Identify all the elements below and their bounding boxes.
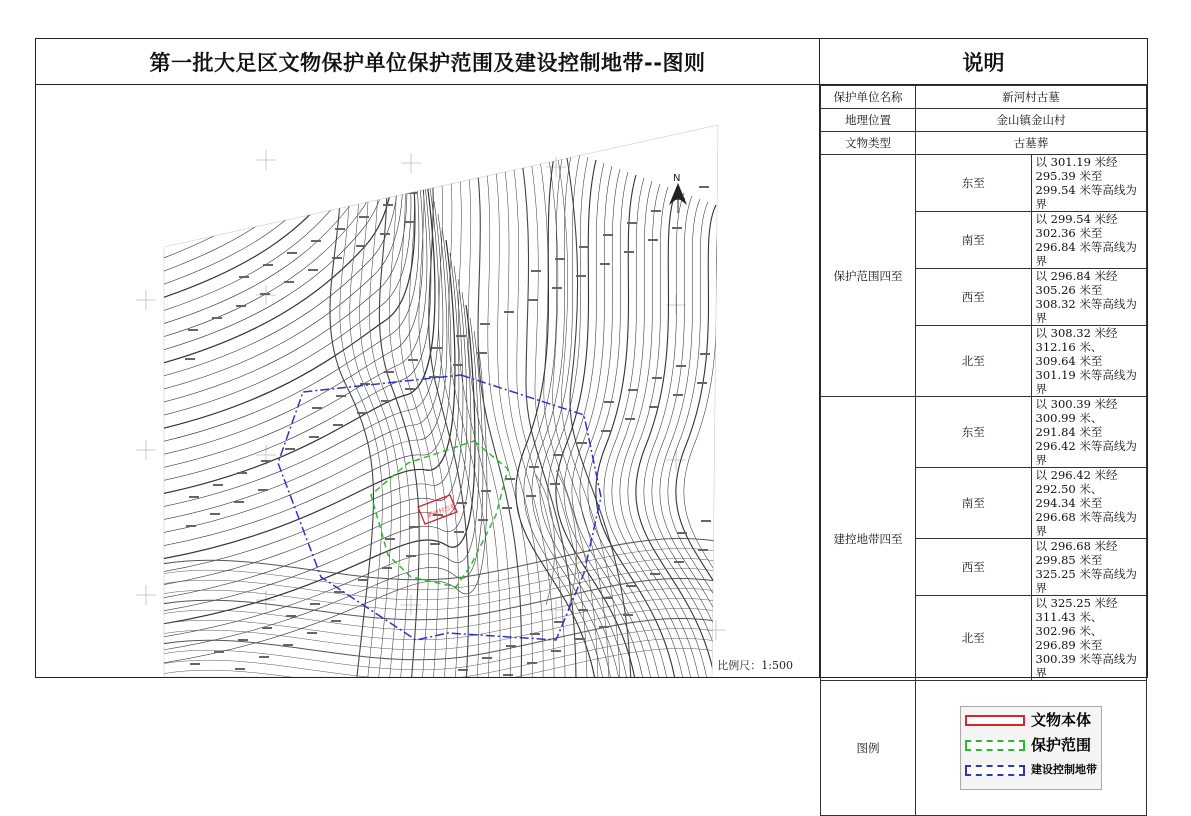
protection-south-text: 以 299.54 米经 302.36 米至 296.84 米等高线为界 (1031, 212, 1147, 269)
scale-label: 比例尺：1:500 (717, 659, 793, 672)
legend-item-control: 建设控制地带 (965, 763, 1097, 777)
row-value: 新河村古墓 (916, 86, 1147, 109)
control-label: 建控地带四至 (821, 397, 916, 681)
control-north-text: 以 325.25 米经 311.43 米、302.96 米、296.89 米至 300.39 米等高线为界 (1031, 596, 1147, 681)
relic-swatch (965, 715, 1025, 726)
elevation-points (166, 145, 735, 676)
protection-east-text: 以 301.19 米经 295.39 米至 299.54 米等高线为界 (1031, 155, 1147, 212)
info-row (821, 132, 1147, 155)
legend-label: 图例 (821, 681, 916, 816)
svg-text:N: N (673, 173, 681, 184)
control-east-text: 以 300.39 米经 300.99 米、291.84 米至 296.42 米等高线为界 (1031, 397, 1147, 468)
drawing-frame (35, 38, 1148, 776)
control-row (821, 397, 1147, 468)
control-south-text: 以 296.42 米经 292.50 米、294.34 米至 296.68 米等高线为界 (1031, 468, 1147, 539)
legend-item-relic: 文物本体 (965, 713, 1091, 727)
direction-north: 北至 (916, 326, 1032, 397)
info-panel (820, 85, 1147, 776)
protection-swatch (965, 740, 1025, 751)
protection-north-text: 以 308.32 米经 312.16 米、309.64 米至 301.19 米等高线为界 (1031, 326, 1147, 397)
direction-south: 南至 (916, 468, 1032, 539)
row-value: 古墓葬 (916, 132, 1147, 155)
direction-east: 东至 (916, 155, 1032, 212)
topographic-map (36, 85, 820, 677)
legend-cell (916, 681, 1147, 816)
control-west-text: 以 296.68 米经 299.85 米至 325.25 米等高线为界 (1031, 539, 1147, 596)
direction-south: 南至 (916, 212, 1032, 269)
row-label: 地理位置 (821, 109, 916, 132)
legend-box (960, 706, 1102, 790)
protection-row (821, 155, 1147, 212)
protection-label: 保护范围四至 (821, 155, 916, 397)
grid-crosses (136, 150, 726, 640)
legend-item-protection: 保护范围 (965, 738, 1091, 752)
info-table (820, 85, 1147, 816)
direction-west: 西至 (916, 539, 1032, 596)
info-row (821, 109, 1147, 132)
map-canvas (36, 85, 820, 677)
legend-row (821, 681, 1147, 816)
drawing-title: 第一批大足区文物保护单位保护范围及建设控制地带--图则 (36, 39, 820, 85)
protection-west-text: 以 296.84 米经 305.26 米至 308.32 米等高线为界 (1031, 269, 1147, 326)
info-row (821, 86, 1147, 109)
control-swatch (965, 765, 1025, 776)
row-value: 金山镇金山村 (916, 109, 1147, 132)
panel-title: 说明 (820, 39, 1147, 85)
direction-east: 东至 (916, 397, 1032, 468)
site-label: 新河村古墓 (426, 502, 458, 520)
row-label: 保护单位名称 (821, 86, 916, 109)
row-label: 文物类型 (821, 132, 916, 155)
direction-west: 西至 (916, 269, 1032, 326)
direction-north: 北至 (916, 596, 1032, 681)
